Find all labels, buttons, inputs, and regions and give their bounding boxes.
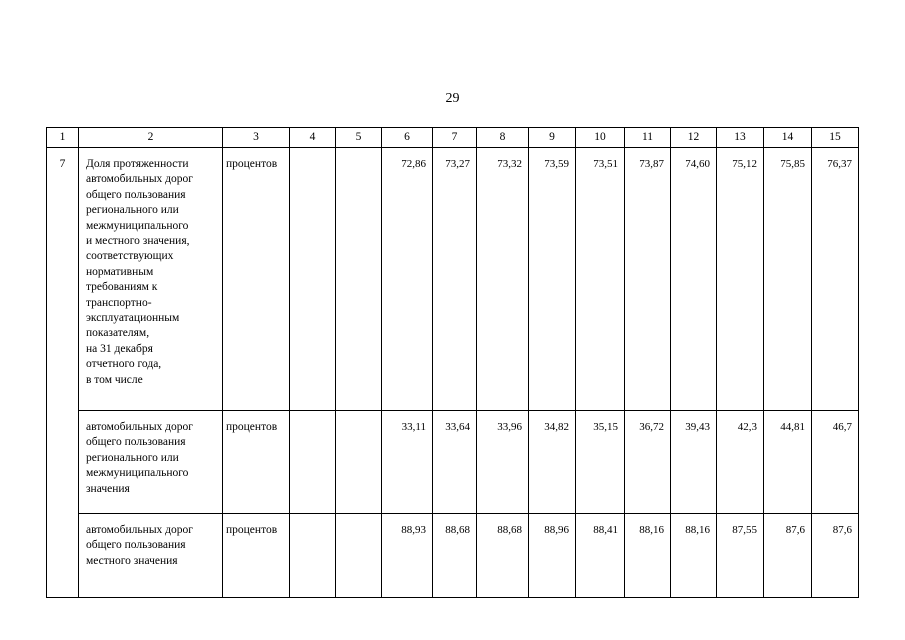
- description-line: общего пользования: [86, 188, 186, 201]
- value-cell: 73,27: [433, 148, 477, 411]
- description-line: и местного значения,: [86, 235, 190, 248]
- unit-cell: процентов: [223, 514, 290, 598]
- value-cell: 42,3: [717, 411, 764, 514]
- value-cell: 88,41: [576, 514, 625, 598]
- description-line: отчетного года,: [86, 358, 162, 371]
- column-number-cell: 5: [336, 128, 382, 148]
- value-cell: 88,96: [529, 514, 576, 598]
- value-cell: 88,16: [625, 514, 671, 598]
- value-cell: 75,85: [764, 148, 812, 411]
- description-line: Доля протяженности: [86, 158, 189, 170]
- value-cell: 75,12: [717, 148, 764, 411]
- column-number-cell: 4: [290, 128, 336, 148]
- value-cell: 34,82: [529, 411, 576, 514]
- description-line: местного значения: [86, 554, 178, 567]
- column-number-cell: 9: [529, 128, 576, 148]
- indicator-description-cell: [79, 514, 223, 598]
- value-cell: 39,43: [671, 411, 717, 514]
- value-cell: 76,37: [812, 148, 859, 411]
- description-line: транспортно-: [86, 296, 152, 309]
- value-cell: 35,15: [576, 411, 625, 514]
- empty-cell: [290, 411, 336, 514]
- description-line: межмуниципального: [86, 219, 189, 232]
- description-line: общего пользования: [86, 539, 186, 552]
- description-line: общего пользования: [86, 436, 186, 449]
- value-cell: 73,59: [529, 148, 576, 411]
- indicator-description-cell: [79, 411, 223, 514]
- description-line: на 31 декабря: [86, 342, 153, 355]
- column-number-cell: 6: [382, 128, 433, 148]
- description-line: регионального или: [86, 204, 179, 217]
- table-row: [47, 514, 859, 598]
- value-cell: 87,55: [717, 514, 764, 598]
- value-cell: 46,7: [812, 411, 859, 514]
- empty-cell: [290, 148, 336, 411]
- table-row: [47, 411, 859, 514]
- description-line: автомобильных дорог: [86, 421, 193, 433]
- column-number-cell: 14: [764, 128, 812, 148]
- indicator-table: [46, 127, 859, 598]
- value-cell: 36,72: [625, 411, 671, 514]
- value-cell: 88,16: [671, 514, 717, 598]
- value-cell: 33,96: [477, 411, 529, 514]
- column-number-cell: 15: [812, 128, 859, 148]
- description-line: требованиям к: [86, 281, 158, 294]
- value-cell: 44,81: [764, 411, 812, 514]
- value-cell: 33,11: [382, 411, 433, 514]
- indicator-description-cell: [79, 148, 223, 411]
- value-cell: 88,68: [433, 514, 477, 598]
- value-cell: 87,6: [812, 514, 859, 598]
- unit-cell: процентов: [223, 148, 290, 411]
- value-cell: 88,93: [382, 514, 433, 598]
- column-number-cell: 1: [47, 128, 79, 148]
- description-line: в том числе: [86, 373, 143, 386]
- description-line: автомобильных дорог: [86, 173, 193, 186]
- column-number-cell: 13: [717, 128, 764, 148]
- column-number-cell: 10: [576, 128, 625, 148]
- column-number-cell: 12: [671, 128, 717, 148]
- value-cell: 72,86: [382, 148, 433, 411]
- column-number-cell: 7: [433, 128, 477, 148]
- value-cell: 88,68: [477, 514, 529, 598]
- column-number-cell: 11: [625, 128, 671, 148]
- description-line: эксплуатационным: [86, 312, 180, 325]
- description-line: автомобильных дорог: [86, 524, 193, 536]
- empty-cell: [336, 514, 382, 598]
- value-cell: 73,87: [625, 148, 671, 411]
- column-number-row: [47, 128, 859, 148]
- empty-cell: [336, 411, 382, 514]
- empty-cell: [336, 148, 382, 411]
- unit-cell: процентов: [223, 411, 290, 514]
- value-cell: 87,6: [764, 514, 812, 598]
- description-line: показателям,: [86, 327, 150, 340]
- column-number-cell: 2: [79, 128, 223, 148]
- row-index-cell: 7: [47, 148, 79, 598]
- page-number: 29: [445, 91, 460, 106]
- value-cell: 73,51: [576, 148, 625, 411]
- description-line: регионального или: [86, 451, 179, 464]
- description-line: межмуниципального: [86, 467, 189, 480]
- column-number-cell: 8: [477, 128, 529, 148]
- empty-cell: [290, 514, 336, 598]
- value-cell: 74,60: [671, 148, 717, 411]
- description-line: значения: [86, 482, 130, 495]
- description-line: нормативным: [86, 265, 154, 278]
- table-row: [47, 148, 859, 411]
- value-cell: 33,64: [433, 411, 477, 514]
- value-cell: 73,32: [477, 148, 529, 411]
- column-number-cell: 3: [223, 128, 290, 148]
- description-line: соответствующих: [86, 250, 174, 263]
